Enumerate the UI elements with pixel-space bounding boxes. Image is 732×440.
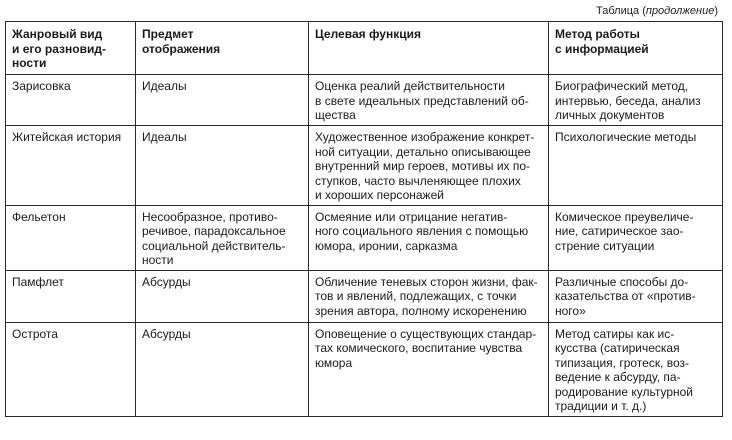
header-function: Целевая функция [309,22,549,75]
cell-function: Обличение теневых сторон жизни, фак- тов и явлений, подлежащих, с точки зрения автора, полному искоренению [309,270,549,322]
cell-function: Осмеяние или отрицание негатив- ного социального явления с помощью юмора, иронии, сарказма [309,205,549,270]
table-row [6,126,723,206]
cell-method: Различные способы до- казательства от «против- ного» [549,270,723,322]
caption-suffix: ) [714,5,718,17]
cell-genre: Памфлет [6,270,136,322]
cell-genre: Житейская история [6,126,136,206]
cell-method: Метод сатиры как ис- кусства (сатирическая типизация, гротеск, воз- ведение к абсурду, па- родирование культурной традиции и т. д.) [549,322,723,416]
genre-table [5,21,723,417]
caption-prefix: Таблица ( [596,5,646,17]
table-row [6,205,723,270]
cell-subject: Абсурды [136,322,309,416]
table-row [6,270,723,322]
cell-method: Биографический метод, интервью, беседа, анализ личных документов [549,75,723,126]
table-header-row [6,22,723,75]
header-method: Метод работы с информацией [549,22,723,75]
cell-subject: Идеалы [136,126,309,206]
table-row [6,322,723,416]
cell-method: Комическое преувеличе- ние, сатирическое зао- стрение ситуации [549,205,723,270]
table-caption [596,5,718,17]
cell-subject: Абсурды [136,270,309,322]
cell-function: Художественное изображение конкрет- ной ситуации, детально описывающее внутренний мир героев, мотивы их по- ступков, часто вычленяющее плохих и хороших персонажей [309,126,549,206]
cell-genre: Фельетон [6,205,136,270]
cell-genre: Острота [6,322,136,416]
cell-subject: Несообразное, противо- речивое, парадоксальное социальной действитель- ности [136,205,309,270]
cell-subject: Идеалы [136,75,309,126]
header-subject: Предмет отображения [136,22,309,75]
cell-function: Оповещение о существующих стандар- тах комического, воспитание чувства юмора [309,322,549,416]
caption-italic: продолжение [645,5,715,17]
cell-method: Психологические методы [549,126,723,206]
table-row [6,75,723,126]
cell-genre: Зарисовка [6,75,136,126]
cell-function: Оценка реалий действительности в свете идеальных представлений об- щества [309,75,549,126]
header-genre: Жанровый вид и его разновид- ности [6,22,136,75]
